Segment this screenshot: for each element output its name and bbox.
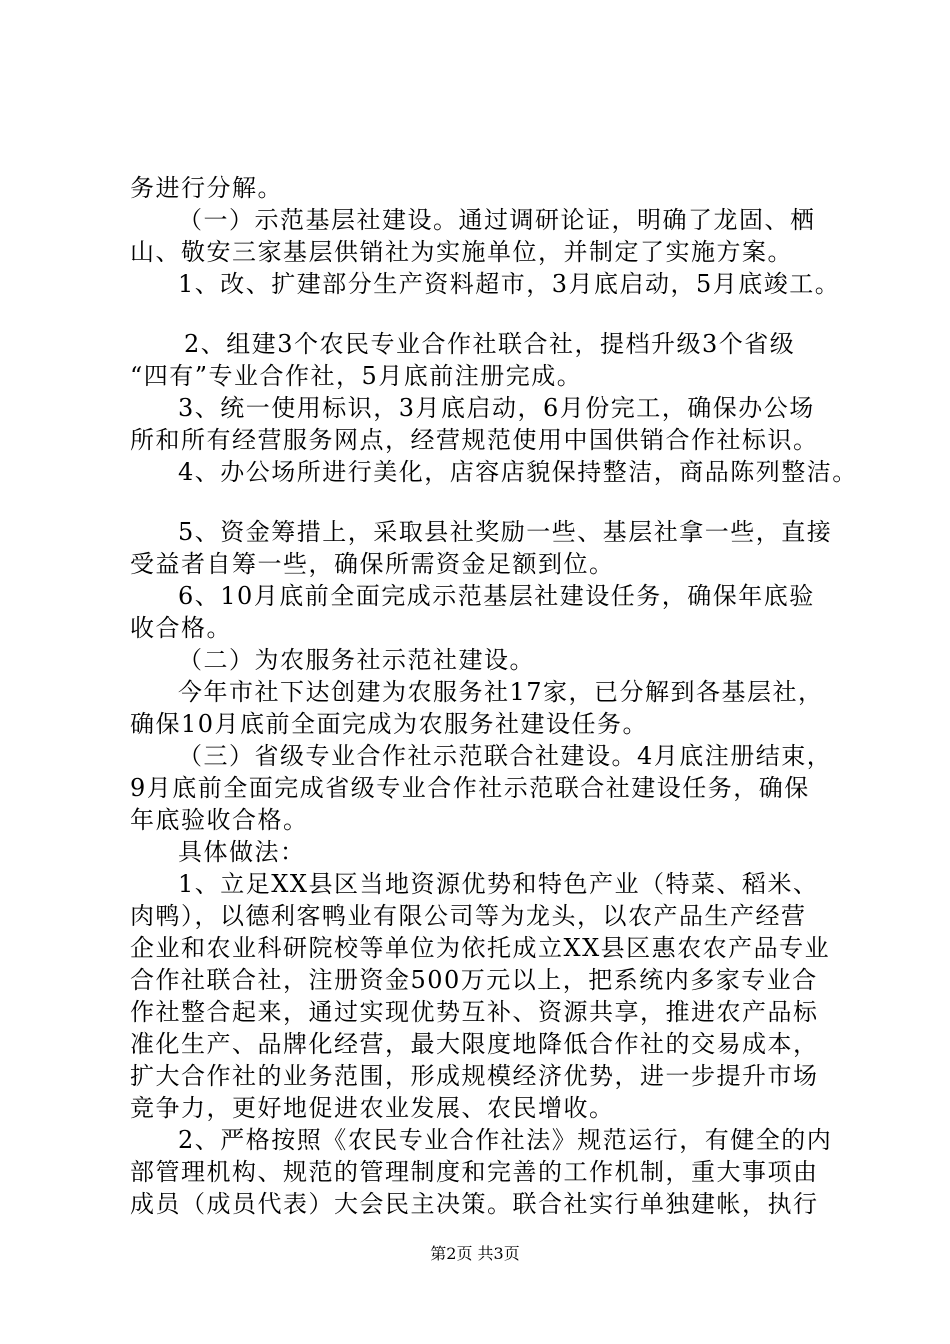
list-item: 4、办公场所进行美化，店容店貌保持整洁，商品陈列整洁。 — [178, 458, 858, 486]
section-heading-3: （三）省级专业合作社示范联合社建设。4月底注册结束， — [178, 742, 833, 770]
body-line: 扩大合作社的业务范围，形成规模经济优势，进一步提升市场 — [130, 1062, 819, 1090]
section-heading-1: （一）示范基层社建设。通过调研论证，明确了龙固、栖 — [178, 206, 816, 234]
body-line: 准化生产、品牌化经营，最大限度地降低合作社的交易成本， — [130, 1030, 819, 1058]
body-line: 今年市社下达创建为农服务社17家，已分解到各基层社， — [178, 678, 824, 706]
body-line: 务进行分解。 — [130, 174, 283, 202]
body-line: 年底验收合格。 — [130, 806, 309, 834]
list-item: 2、组建3个农民专业合作社联合社，提档升级3个省级 — [184, 330, 796, 358]
body-line: 确保10月底前全面完成为农服务社建设任务。 — [130, 710, 649, 738]
body-line: 成员（成员代表）大会民主决策。联合社实行单独建帐，执行 — [130, 1190, 819, 1218]
list-item: 1、改、扩建部分生产资料超市，3月底启动，5月底竣工。 — [178, 270, 841, 298]
paragraph-gap — [130, 300, 842, 328]
list-item: 1、立足XX县区当地资源优势和特色产业（特菜、稻米、 — [178, 870, 819, 898]
body-line: “四有”专业合作社，5月底前注册完成。 — [130, 362, 583, 390]
list-item: 3、统一使用标识，3月底启动，6月份完工，确保办公场 — [178, 394, 815, 422]
body-line: 合作社联合社，注册资金500万元以上，把系统内多家专业合 — [130, 966, 818, 994]
page-footer: 第2页 共3页 — [430, 1244, 520, 1263]
body-line: 山、敬安三家基层供销社为实施单位，并制定了实施方案。 — [130, 238, 793, 266]
body-line: 9月底前全面完成省级专业合作社示范联合社建设任务，确保 — [130, 774, 810, 802]
body-line: 竞争力，更好地促进农业发展、农民增收。 — [130, 1094, 615, 1122]
subheading: 具体做法： — [178, 838, 306, 866]
list-item: 5、资金筹措上，采取县社奖励一些、基层社拿一些，直接 — [178, 518, 833, 546]
body-line: 所和所有经营服务网点，经营规范使用中国供销合作社标识。 — [130, 426, 819, 454]
list-item: 6、10月底前全面完成示范基层社建设任务，确保年底验 — [178, 582, 815, 610]
body-line: 部管理机构、规范的管理制度和完善的工作机制，重大事项由 — [130, 1158, 819, 1186]
body-line: 作社整合起来，通过实现优势互补、资源共享，推进农产品标 — [130, 998, 819, 1026]
body-line: 受益者自筹一些，确保所需资金足额到位。 — [130, 550, 615, 578]
section-heading-2: （二）为农服务社示范社建设。 — [178, 646, 535, 674]
body-line: 肉鸭），以德利客鸭业有限公司等为龙头，以农产品生产经营 — [130, 902, 807, 930]
body-line: 收合格。 — [130, 614, 232, 642]
paragraph-gap — [130, 488, 842, 516]
body-line: 企业和农业科研院校等单位为依托成立XX县区惠农农产品专业 — [130, 934, 831, 962]
document-body — [130, 172, 858, 1220]
list-item: 2、严格按照《农民专业合作社法》规范运行，有健全的内 — [178, 1126, 833, 1154]
